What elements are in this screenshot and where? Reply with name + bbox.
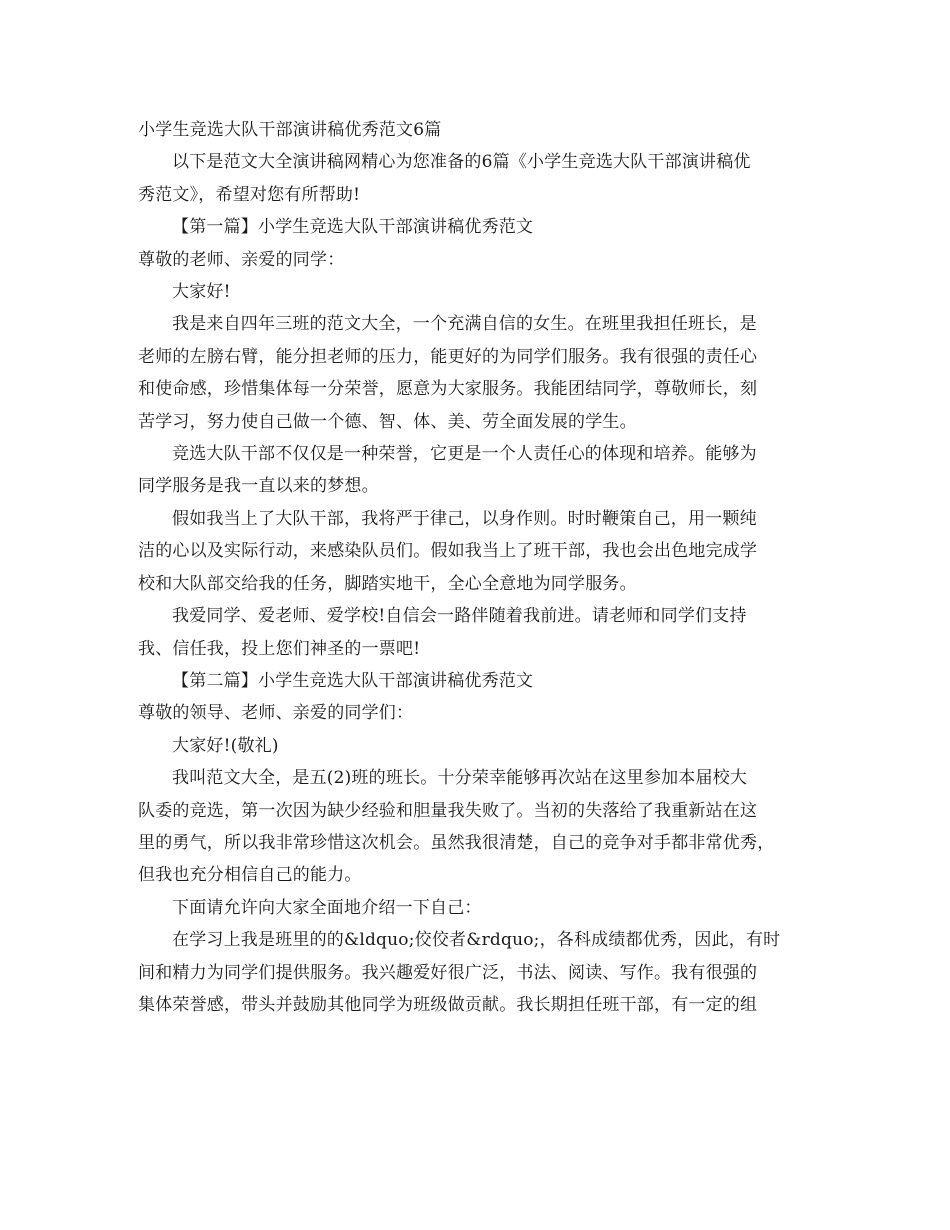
- text-line: 【第二篇】小学生竞选大队干部演讲稿优秀范文: [172, 670, 534, 691]
- text-line: 以下是范文大全演讲稿网精心为您准备的6篇《小学生竞选大队干部演讲稿优: [172, 152, 751, 173]
- document-title: 小学生竞选大队干部演讲稿优秀范文6篇: [138, 120, 442, 140]
- text-line: 队委的竞选，第一次因为缺少经验和胆量我失败了。当初的失落给了我重新站在这: [138, 800, 758, 821]
- text-line: 我叫范文大全，是五(2)班的班长。十分荣幸能够再次站在这里参加本届校大: [172, 768, 748, 789]
- text-line: 竞选大队干部不仅仅是一种荣誉，它更是一个人责任心的体现和培养。能够为: [172, 444, 757, 465]
- text-line: 大家好!: [172, 282, 231, 303]
- document-body: [138, 114, 828, 1021]
- text-line: 我爱同学、爱老师、爱学校!自信会一路伴随着我前进。请老师和同学们支持: [172, 606, 747, 627]
- text-line: 尊敬的领导、老师、亲爱的同学们：: [138, 703, 414, 724]
- text-line: 在学习上我是班里的的&ldquo;佼佼者&rdquo;，各科成绩都优秀，因此，有时: [172, 930, 781, 951]
- text-line: 同学服务是我一直以来的梦想。: [138, 476, 379, 497]
- text-line: 和使命感，珍惜集体每一分荣誉，愿意为大家服务。我能团结同学，尊敬师长，刻: [138, 379, 758, 400]
- text-line: 洁的心以及实际行动，来感染队员们。假如我当上了班干部，我也会出色地完成学: [138, 541, 758, 562]
- text-line: 集体荣誉感，带头并鼓励其他同学为班级做贡献。我长期担任班干部，有一定的组: [138, 994, 758, 1015]
- text-line: 秀范文》，希望对您有所帮助!: [138, 184, 361, 205]
- text-line: 假如我当上了大队干部，我将严于律己，以身作则。时时鞭策自己，用一颗纯: [172, 508, 757, 529]
- text-line: 苦学习，努力使自己做一个德、智、体、美、劳全面发展的学生。: [138, 411, 637, 432]
- text-line: 【第一篇】小学生竞选大队干部演讲稿优秀范文: [172, 217, 534, 238]
- text-line: 校和大队部交给我的任务，脚踏实地干，全心全意地为同学服务。: [138, 573, 637, 594]
- text-line: 里的勇气，所以我非常珍惜这次机会。虽然我很清楚，自己的竞争对手都非常优秀，: [138, 832, 775, 853]
- text-line: 但我也充分相信自己的能力。: [138, 865, 362, 886]
- text-line: 老师的左膀右臂，能分担老师的压力，能更好的为同学们服务。我有很强的责任心: [138, 346, 758, 367]
- text-line: 下面请允许向大家全面地介绍一下自己：: [172, 897, 482, 918]
- text-line: 间和精力为同学们提供服务。我兴趣爱好很广泛，书法、阅读、写作。我有很强的: [138, 962, 758, 983]
- text-line: 尊敬的老师、亲爱的同学：: [138, 249, 345, 270]
- text-line: 我、信任我，投上您们神圣的一票吧!: [138, 638, 421, 659]
- text-line: 大家好!(敬礼): [172, 735, 279, 756]
- text-line: 我是来自四年三班的范文大全，一个充满自信的女生。在班里我担任班长，是: [172, 314, 757, 335]
